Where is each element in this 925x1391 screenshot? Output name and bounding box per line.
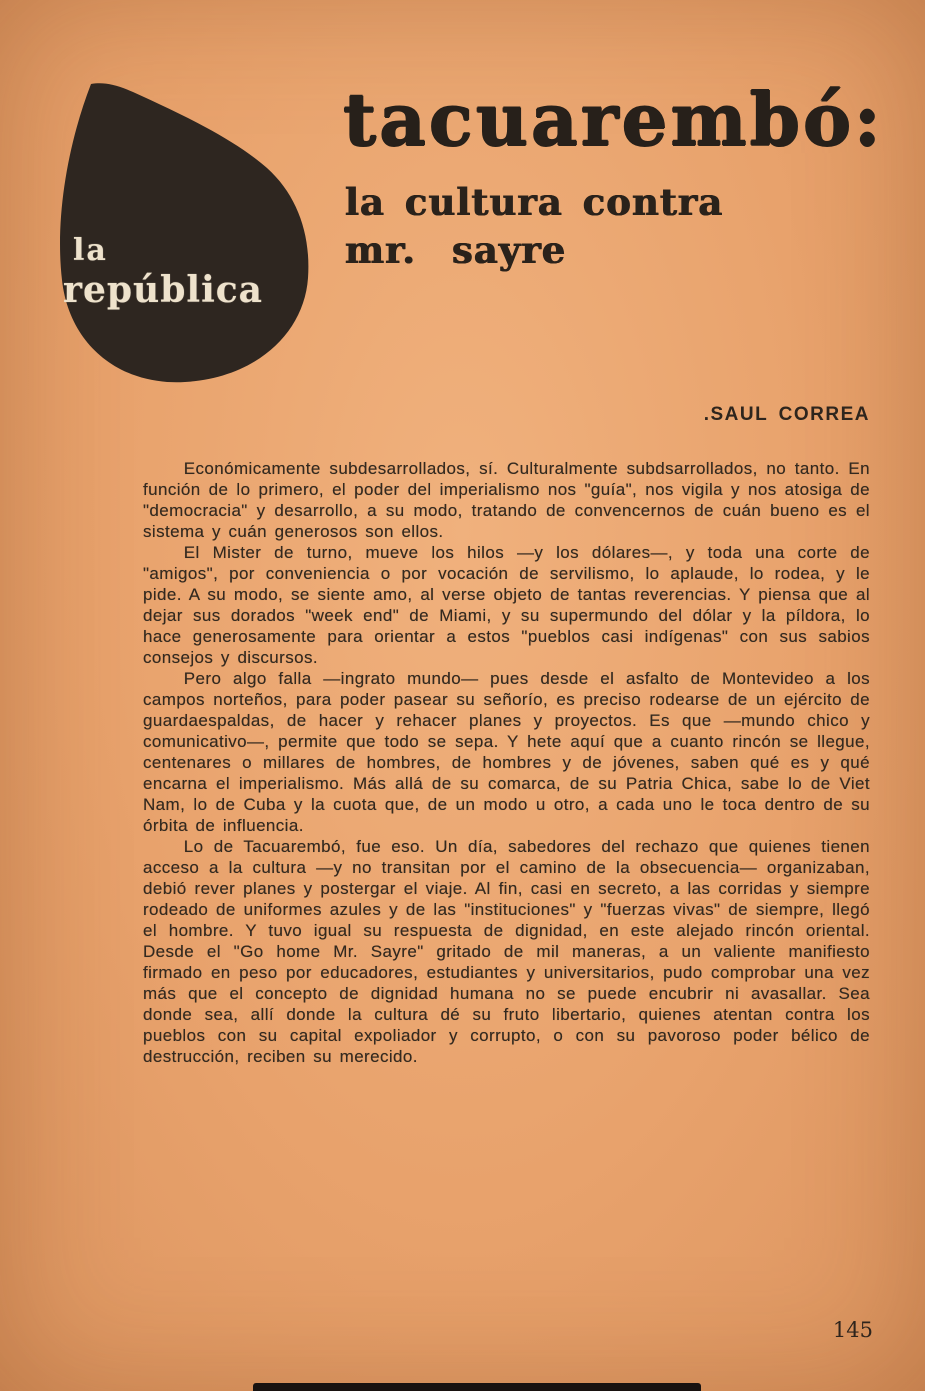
article-subtitle-line1: la cultura contra <box>345 180 724 224</box>
logo-text-la: la <box>73 233 108 268</box>
article-title: tacuarembó: <box>343 77 884 162</box>
paragraph: Económicamente subdesarrollados, sí. Culturalmente subdsarrollados, no tanto. En función de lo primero, el poder del imperialismo nos "guía", nos vigila y nos atosiga de "democracia" y desarrollo, a su modo, tratando de convencernos de cuán bueno es el sistema y cuán generosos son ellos. <box>143 459 870 541</box>
logo-text-republica: república <box>63 269 263 311</box>
author-byline <box>704 404 870 426</box>
author-name: SAUL CORREA <box>710 404 870 425</box>
paragraph: Pero algo falla —ingrato mundo— pues desde el asfalto de Montevideo a los campos norteños, para poder pasear su señorío, es preciso rodearse de un ejército de guardaespaldas, de hacer y rehacer planes y proyectos. Es que —mundo chico y comunicativo—, permite que todo se sepa. Y hete aquí que a cuanto rincón se llegue, centenares o millares de hombres, de hombres y de jóvenes, saben qué es y qué encarna el imperialismo. Más allá de su comarca, de su Patria Chica, sabe lo de Viet Nam, lo de Cuba y la cuota que, de un modo u otro, a cada uno le toca dentro de su órbita de influencia. <box>143 669 870 835</box>
article-subtitle-line2: mr. sayre <box>345 228 567 272</box>
page-number: 145 <box>832 1318 873 1342</box>
scan-edge-artifact <box>253 1383 701 1391</box>
article-subtitle <box>345 178 723 274</box>
author-dot: . <box>703 404 711 425</box>
article-body <box>143 458 870 1067</box>
paragraph: Lo de Tacuarembó, fue eso. Un día, sabedores del rechazo que quienes tienen acceso a la cultura —y no transitan por el camino de la obsecuencia— organizaban, debió rever planes y postergar el viaje. Al fin, casi en secreto, a las corridas y siempre rodeado de uniformes azules y de las "instituciones" y "fuerzas vivas" de siempre, llegó el hombre. Y tuvo igual su respuesta de dignidad, en este alejado rincón oriental. Desde el "Go home Mr. Sayre" gritado de mil maneras, a un valiente manifiesto firmado en peso por educadores, estudiantes y universitarios, pudo comprobar una vez más que el concepto de dignidad humana no se puede encubrir ni avasallar. Sea donde sea, allí donde la cultura dé su fruto libertario, quienes atentan contra los pueblos con su capital expoliador y corrupto, o con su pavoroso poder bélico de destrucción, reciben su merecido. <box>143 837 870 1066</box>
paragraph: El Mister de turno, mueve los hilos —y los dólares—, y toda una corte de "amigos", por conveniencia o por vocación de servilismo, lo aplaude, lo rodea, y le pide. A su modo, se siente amo, al verse objeto de tantas reverencias. Y piensa que al dejar sus dorados "week end" de Miami, y su supermundo del dólar y la píldora, lo hace generosamente para orientar a estos "pueblos casi indígenas" con sus sabios consejos y discursos. <box>143 543 870 667</box>
la-republica-logo <box>57 82 315 386</box>
